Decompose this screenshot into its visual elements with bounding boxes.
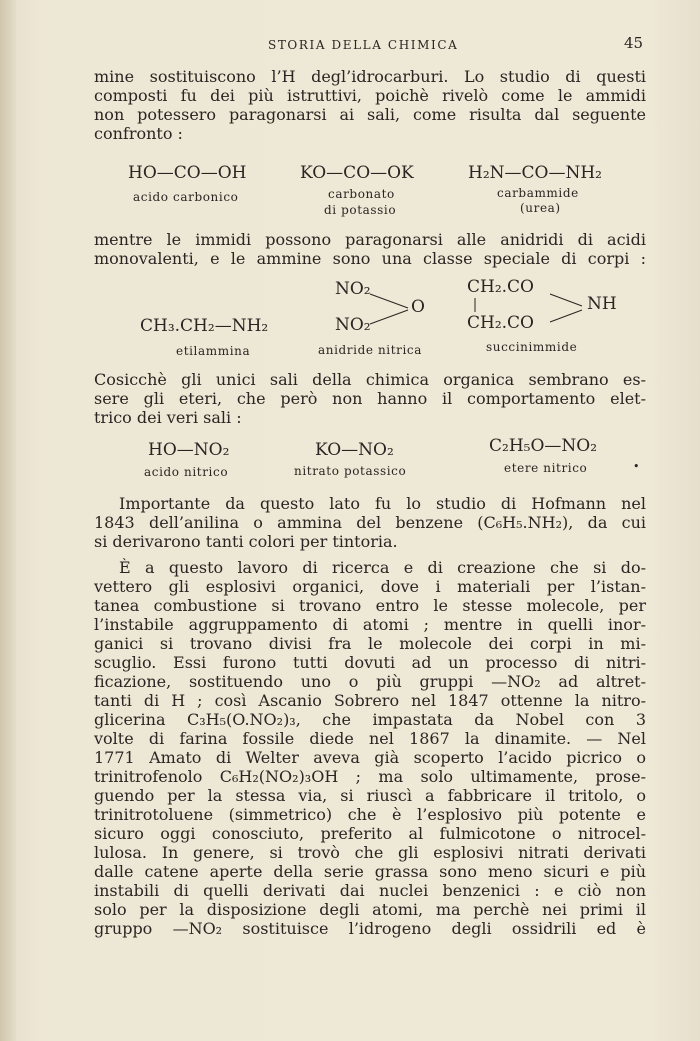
- text-line: si derivarono tanti colori per tintoria.: [94, 532, 398, 551]
- paragraph-2: [94, 230, 646, 268]
- text-line: 1843 dell’anilina o ammina del benzene (C₆H₅.NH₂), da cui: [94, 513, 646, 532]
- text-line: Importante da questo lato fu lo studio di Hofmann nel: [119, 494, 646, 513]
- formula-nitric-anhydride-bottom: NO₂: [335, 315, 371, 335]
- text-line: sere gli eteri, che però non hanno il comportamento elet-: [94, 389, 646, 408]
- formula-carbonic-acid: HO—CO—OH: [128, 163, 247, 183]
- text-line: trinitrotoluene (simmetrico) che è l’esplosivo più potente e: [94, 805, 646, 824]
- print-speck: •: [633, 460, 640, 473]
- formula-nitric-acid: HO—NO₂: [148, 440, 230, 460]
- text-line: tanti di H ; così Ascanio Sobrero nel 1847 ottenne la nitro-: [94, 691, 646, 710]
- text-line: instabili di quelli derivati dai nuclei benzenici : e ciò non: [94, 881, 646, 900]
- formula-nitric-anhydride-top: NO₂: [335, 279, 371, 299]
- formula-potassium-nitrate: KO—NO₂: [315, 440, 394, 460]
- paragraph-3: [94, 370, 646, 427]
- paragraph-1: [94, 67, 646, 143]
- formula-nitric-anhydride-oxygen: O: [411, 297, 425, 317]
- caption-potassium-nitrate: nitrato potassico: [294, 464, 407, 478]
- formula-nitric-ether: C₂H₅O—NO₂: [489, 436, 598, 456]
- text-line: tanea combustione si trovano entro le stesse molecole, per: [94, 596, 646, 615]
- caption-urea-line1: carbammide: [497, 186, 579, 200]
- page-header: [0, 34, 700, 54]
- caption-potassium-carbonate-line2: di potassio: [324, 203, 397, 217]
- text-line: glicerina C₃H₅(O.NO₂)₃, che impastata da Nobel con 3: [94, 710, 646, 729]
- text-line: Cosicchè gli unici sali della chimica organica sembrano es-: [94, 370, 646, 389]
- text-line: solo per la disposizione degli atomi, ma perchè nei primi il: [94, 900, 646, 919]
- formula-potassium-carbonate: KO—CO—OK: [300, 163, 414, 183]
- text-line: trico dei veri sali :: [94, 408, 242, 427]
- text-line: mentre le immidi possono paragonarsi alle anidridi di acidi: [94, 230, 646, 249]
- formula-urea: H₂N—CO—NH₂: [468, 163, 602, 183]
- paragraph-5: [94, 558, 646, 938]
- text-line: guendo per la stessa via, si riuscì a fabbricare il tritolo, o: [94, 786, 646, 805]
- text-line: gruppo —NO₂ sostituisce l’idrogeno degli ossidrili ed è: [94, 919, 646, 938]
- formula-succinimide-nh: NH: [587, 294, 617, 314]
- page-number: 45: [624, 34, 644, 52]
- text-line: l’instabile aggruppamento di atomi ; mentre in quelli inor-: [94, 615, 646, 634]
- text-line: non potessero paragonarsi ai sali, come risulta dal seguente: [94, 105, 646, 124]
- text-line: ficazione, sostituendo uno o più gruppi —NO₂ ad altret-: [94, 672, 646, 691]
- text-line: 1771 Amato di Welter aveva già scoperto l’acido picrico o: [94, 748, 646, 767]
- caption-nitric-acid: acido nitrico: [144, 465, 229, 479]
- text-line: scuglio. Essi furono tutti dovuti ad un processo di nitri-: [94, 653, 646, 672]
- text-line: monovalenti, e le ammine sono una classe speciale di corpi :: [94, 249, 646, 268]
- text-line: lulosa. In genere, si trovò che gli esplosivi nitrati derivati: [94, 843, 646, 862]
- caption-carbonic-acid: acido carbonico: [133, 190, 239, 204]
- caption-potassium-carbonate-line1: carbonato: [328, 187, 395, 201]
- text-line: trinitrofenolo C₆H₂(NO₂)₃OH ; ma solo ultimamente, prose-: [94, 767, 646, 786]
- text-line: mine sostituiscono l’H degl’idrocarburi. Lo studio di questi: [94, 67, 646, 86]
- caption-ethylamine: etilammina: [176, 344, 251, 358]
- text-line: vettero gli esplosivi organici, dove i materiali per l’istan-: [94, 577, 646, 596]
- text-line: volte di farina fossile diede nel 1867 la dinamite. — Nel: [94, 729, 646, 748]
- caption-succinimide: succinimmide: [486, 340, 578, 354]
- page-binding-edge: [0, 0, 16, 1041]
- formula-succinimide-top: CH₂.CO: [467, 277, 534, 297]
- nitric-anhydride-bonds: [368, 290, 412, 330]
- caption-nitric-ether: etere nitrico: [504, 461, 588, 475]
- text-line: ganici si trovano divisi fra le molecole dei corpi in mi-: [94, 634, 646, 653]
- text-line: confronto :: [94, 124, 183, 143]
- text-line: sicuro oggi conosciuto, preferito al fulmicotone o nitrocel-: [94, 824, 646, 843]
- formula-succinimide-bottom: CH₂.CO: [467, 313, 534, 333]
- text-line: dalle catene aperte della serie grassa sono meno sicuri e più: [94, 862, 646, 881]
- formula-ethylamine: CH₃.CH₂—NH₂: [140, 316, 269, 336]
- paragraph-4: [94, 494, 646, 551]
- running-title: STORIA DELLA CHIMICA: [268, 38, 459, 52]
- succinimide-bonds: [470, 292, 590, 332]
- caption-nitric-anhydride: anidride nitrica: [318, 343, 423, 357]
- text-line: composti fu dei più istruttivi, poichè rivelò come le ammidi: [94, 86, 646, 105]
- caption-urea-line2: (urea): [520, 201, 561, 215]
- text-line: È a questo lavoro di ricerca e di creazione che si do-: [119, 558, 646, 577]
